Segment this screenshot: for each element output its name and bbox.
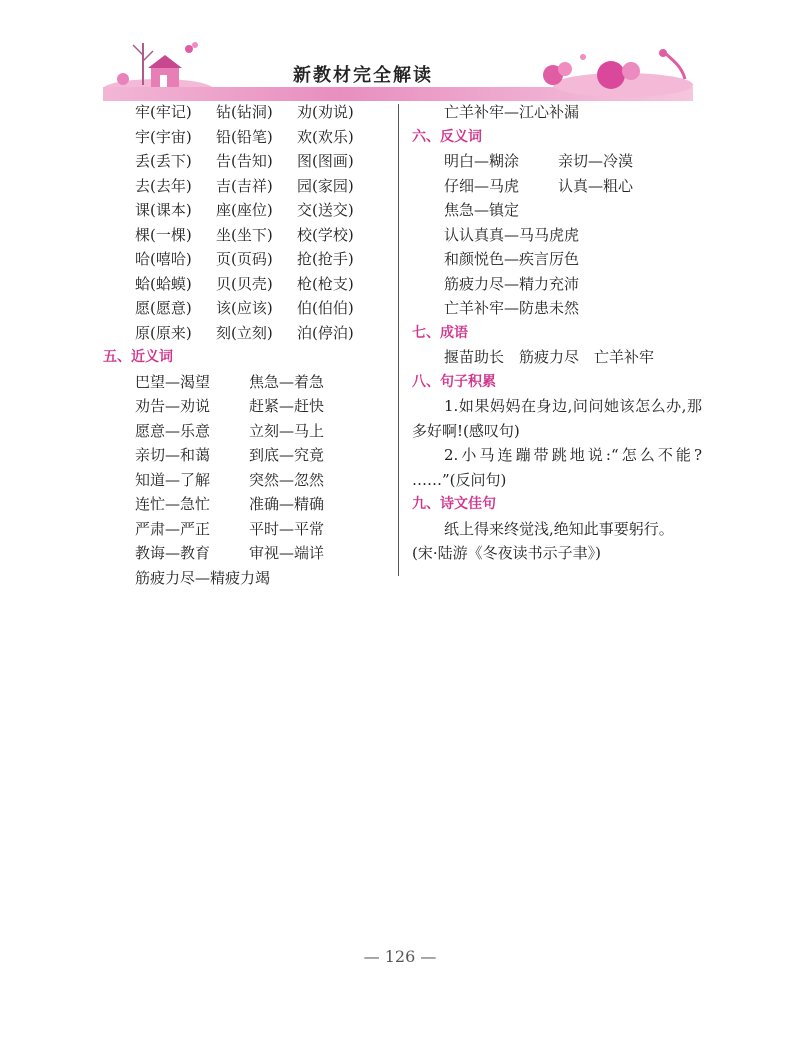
column-divider	[398, 104, 399, 576]
antonym-row	[412, 223, 702, 248]
flower-decoration-icon	[513, 45, 693, 97]
antonym-row	[412, 247, 702, 272]
antonym-pair: 认真—粗心	[558, 176, 634, 195]
synonym-pair: 连忙—急忙	[135, 495, 211, 513]
char-entry: 哈(嘻哈)	[135, 250, 192, 268]
char-entry: 泊(停泊)	[297, 323, 354, 342]
antonym-pair: 亲切—冷漠	[558, 152, 634, 170]
antonym-pair: 焦急—镇定	[444, 201, 520, 219]
char-entry: 课(课本)	[135, 201, 192, 219]
char-entry: 园(家园)	[297, 176, 354, 195]
synonym-row	[103, 394, 393, 419]
char-entry: 欢(欢乐)	[297, 127, 354, 146]
char-entry: 棵(一棵)	[135, 225, 192, 244]
char-entry: 坐(坐下)	[216, 225, 273, 244]
synonym-row	[103, 370, 393, 395]
antonym-pair: 筋疲力尽—精力充沛	[444, 274, 580, 293]
char-entry: 贝(贝壳)	[216, 274, 273, 293]
antonym-row	[412, 272, 702, 297]
char-entry: 交(送交)	[297, 201, 354, 219]
section-heading-idioms: 七、成语	[412, 324, 468, 341]
synonym-pair: 愿意—乐意	[135, 421, 211, 440]
sentence-item: 1.如果妈妈在身边,问问她该怎么办,那多好啊!(感叹句)	[412, 397, 702, 440]
synonym-pair: 审视—端详	[249, 544, 325, 562]
synonym-pair: 赶紧—赶快	[249, 397, 325, 415]
antonym-pair: 认认真真—马马虎虎	[444, 225, 580, 244]
section-heading-synonyms: 五、近义词	[103, 349, 173, 365]
char-entry: 牢(牢记)	[135, 103, 192, 121]
char-row	[103, 149, 393, 174]
char-row	[103, 100, 393, 125]
synonym-pair: 准确—精确	[249, 495, 325, 513]
header-title: 新教材完全解读	[293, 65, 433, 86]
poem-line: 纸上得来终觉浅,绝知此事要躬行。	[444, 519, 674, 538]
char-row	[103, 296, 393, 321]
synonym-pair: 到底—究竟	[249, 446, 325, 464]
synonym-pair: 巴望—渴望	[135, 372, 211, 391]
char-entry: 去(去年)	[135, 176, 192, 195]
idiom-list	[412, 345, 702, 370]
page-number: — 126 —	[363, 947, 437, 966]
char-entry: 校(学校)	[297, 225, 354, 244]
antonym-row	[412, 296, 702, 321]
section-heading-sentences: 八、句子积累	[412, 373, 496, 390]
synonym-row	[103, 468, 393, 493]
char-row	[103, 321, 393, 346]
synonym-pair: 突然—忽然	[249, 470, 325, 489]
synonym-pair: 立刻—马上	[249, 421, 325, 440]
poem-source: (宋·陆游《冬夜读书示子聿》)	[412, 544, 601, 562]
section-heading-antonyms: 六、反义词	[412, 128, 482, 145]
char-entry: 伯(伯伯)	[297, 299, 354, 317]
char-entry: 图(图画)	[297, 152, 354, 170]
antonym-row	[412, 174, 702, 199]
char-row	[103, 223, 393, 248]
char-entry: 刻(立刻)	[216, 323, 273, 342]
word-pair: 亡羊补牢—江心补漏	[444, 103, 580, 121]
char-entry: 铅(铅笔)	[216, 127, 273, 146]
char-row	[103, 174, 393, 199]
synonym-pair: 严肃—严正	[135, 519, 211, 538]
idiom-text: 揠苗助长 筋疲力尽 亡羊补牢	[444, 348, 655, 366]
left-column	[103, 100, 393, 590]
char-entry: 吉(吉祥)	[216, 176, 273, 195]
section-heading-poem: 九、诗文佳句	[412, 496, 496, 512]
synonym-row	[103, 541, 393, 566]
char-entry: 座(座位)	[216, 201, 273, 219]
synonym-pair: 筋疲力尽—精疲力竭	[135, 568, 271, 587]
synonym-pair: 平时—平常	[249, 519, 325, 538]
char-entry: 蛤(蛤蟆)	[135, 274, 192, 293]
synonym-row	[103, 566, 393, 591]
char-row	[103, 125, 393, 150]
synonym-pair: 亲切—和蔼	[135, 446, 211, 464]
antonym-pair: 亡羊补牢—防患未然	[444, 299, 580, 317]
synonym-row	[103, 517, 393, 542]
right-column	[412, 100, 702, 566]
char-entry: 劝(劝说)	[297, 103, 354, 121]
antonym-row	[412, 198, 702, 223]
antonym-continuation	[412, 100, 702, 125]
synonym-pair: 焦急—着急	[249, 372, 325, 391]
synonym-row	[103, 443, 393, 468]
char-row	[103, 272, 393, 297]
char-entry: 页(页码)	[216, 250, 273, 268]
antonym-row	[412, 149, 702, 174]
synonym-pair: 知道—了解	[135, 470, 211, 489]
antonym-pair: 和颜悦色—疾言厉色	[444, 250, 580, 268]
char-entry: 钻(钻洞)	[216, 103, 273, 121]
char-entry: 抢(抢手)	[297, 250, 354, 268]
char-row	[103, 247, 393, 272]
synonym-pair: 劝告—劝说	[135, 397, 211, 415]
char-entry: 愿(愿意)	[135, 299, 192, 317]
synonym-pair: 教诲—教育	[135, 544, 211, 562]
sentence-item: 2.小马连蹦带跳地说:“怎么不能? ……”(反问句)	[412, 446, 702, 489]
antonym-pair: 明白—糊涂	[444, 152, 520, 170]
char-entry: 丢(丢下)	[135, 152, 192, 170]
antonym-pair: 仔细—马虎	[444, 176, 520, 195]
page-header	[103, 35, 693, 105]
char-entry: 告(告知)	[216, 152, 273, 170]
char-entry: 枪(枪支)	[297, 274, 354, 293]
synonym-row	[103, 419, 393, 444]
char-row	[103, 198, 393, 223]
char-entry: 原(原来)	[135, 323, 192, 342]
char-entry: 宇(宇宙)	[135, 127, 192, 146]
char-entry: 该(应该)	[216, 299, 273, 317]
synonym-row	[103, 492, 393, 517]
